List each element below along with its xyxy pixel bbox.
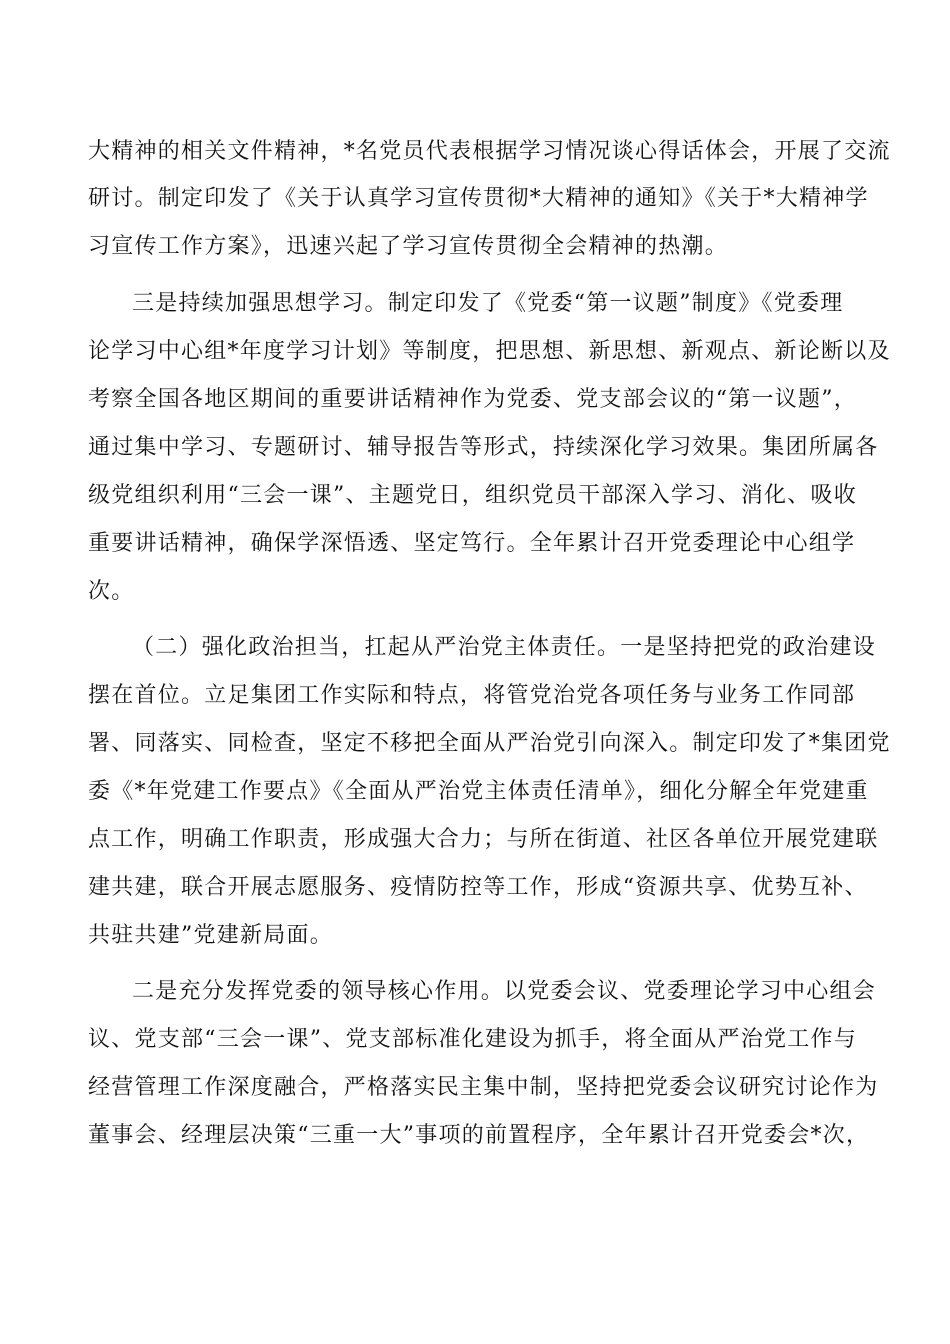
text-line: 研讨。制定印发了《关于认真学习宣传贯彻*大精神的通知》《关于*大精神学	[88, 186, 869, 211]
text-line: 共驻共建”党建新局面。	[88, 923, 333, 948]
text-line: 大精神的相关文件精神，*名党员代表根据学习情况谈心得话体会，开展了交流	[88, 139, 891, 164]
text-line: 点工作，明确工作职责，形成强大合力；与所在街道、社区各单位开展党建联	[88, 827, 879, 852]
text-line: 考察全国各地区期间的重要讲话精神作为党委、党支部会议的“第一议题”，	[88, 387, 857, 412]
text-line: 董事会、经理层决策“三重一大”事项的前置程序，全年累计召开党委会*次，	[88, 1123, 870, 1148]
text-line: 重要讲话精神，确保学深悟透、坚定笃行。全年累计召开党委理论中心组学	[88, 531, 856, 556]
text-line: 级党组织利用“三会一课”、主题党日，组织党员干部深入学习、消化、吸收	[88, 483, 857, 508]
paragraph-first-line: 二是充分发挥党委的领导核心作用。以党委会议、党委理论学习中心组会	[132, 979, 877, 1004]
text-line: 经营管理工作深度融合，严格落实民主集中制，坚持把党委会议研究讨论作为	[88, 1075, 879, 1100]
text-line: 委《*年党建工作要点》《全面从严治党主体责任清单》，细化分解全年党建重	[88, 779, 869, 804]
text-line: 次。	[88, 579, 135, 604]
text-line: 通过集中学习、专题研讨、辅导报告等形式，持续深化学习效果。集团所属各	[88, 435, 879, 460]
text-line: 习宣传工作方案》，迅速兴起了学习宣传贯彻全会精神的热潮。	[88, 234, 729, 259]
paragraph-first-line: （二）强化政治担当，扛起从严治党主体责任。一是坚持把党的政治建设	[132, 635, 877, 660]
text-line: 建共建，联合开展志愿服务、疫情防控等工作，形成“资源共享、优势互补、	[88, 875, 868, 900]
text-line: 议、党支部“三会一课”、党支部标准化建设为抓手，将全面从严治党工作与	[88, 1027, 857, 1052]
text-line: 摆在首位。立足集团工作实际和特点，将管党治党各项任务与业务工作同部	[88, 683, 856, 708]
text-line: 署、同落实、同检查，坚定不移把全面从严治党引向深入。制定印发了*集团党	[88, 731, 891, 756]
paragraph-first-line: 三是持续加强思想学习。制定印发了《党委“第一议题”制度》《党委理	[132, 291, 844, 316]
text-line: 论学习中心组*年度学习计划》等制度，把思想、新思想、新观点、新论断以及	[88, 339, 891, 364]
